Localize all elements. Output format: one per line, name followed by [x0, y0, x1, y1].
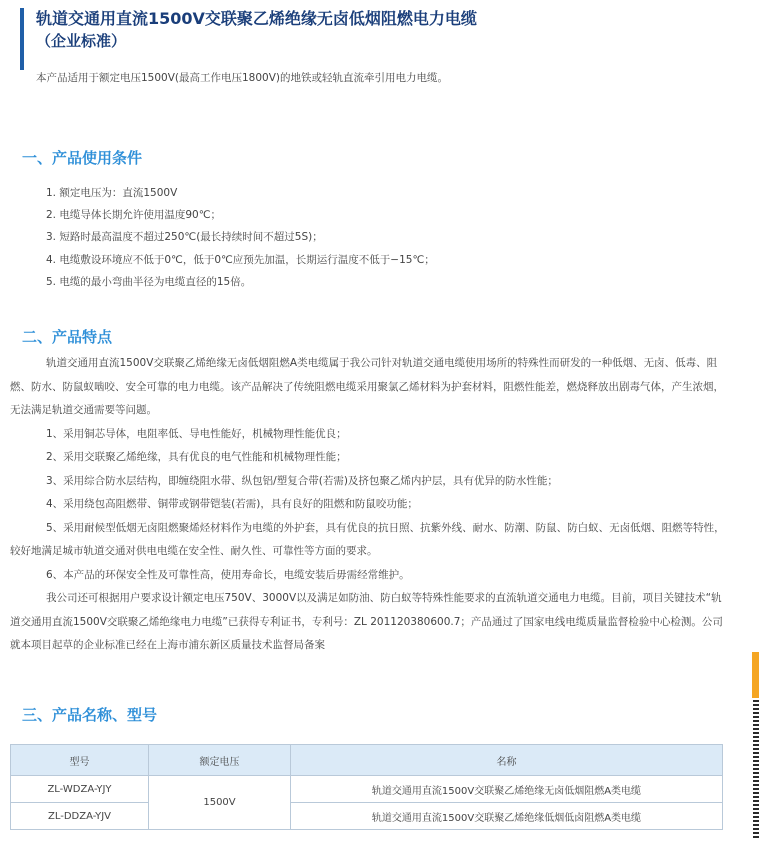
edge-scroll-strip	[753, 700, 759, 840]
page-subtitle: （企业标准）	[36, 32, 127, 50]
cell-model: ZL-WDZA-YJY	[11, 776, 149, 803]
list-item: 3. 短路时最高温度不超过250℃(最长持续时间不超过5S)；	[46, 231, 323, 244]
features-intro: 轨道交通用直流1500V交联聚乙烯绝缘无卤低烟阻燃A类电缆属于我公司针对轨道交通电缆使用场所的特殊性而研发的一种低烟、无卤、低毒、阻燃、防水、防鼠蚁啮咬、安全可靠的电力电缆。该产品解决了传统阻燃电缆采用聚氯乙烯材料为护套材料，阻燃性能差，燃烧释放出剧毒气体，产生浓烟，无法满足轨道交通需要等问题。	[10, 357, 724, 416]
intro-text: 本产品适用于额定电压1500V(最高工作电压1800V)的地铁或轻轨直流牵引用电力电缆。	[36, 72, 449, 84]
model-table	[10, 744, 723, 830]
column-header-voltage: 额定电压	[149, 745, 291, 776]
list-item: 5. 电缆的最小弯曲半径为电缆直径的15倍。	[46, 275, 252, 288]
list-item: 4、采用绕包高阻燃带、铜带或钢带铠装(若需)，具有良好的阻燃和防鼠咬功能；	[46, 498, 418, 510]
section-heading-features: 二、产品特点	[22, 328, 113, 346]
list-item: 3、采用综合防水层结构，即缠绕阻水带、纵包铝/塑复合带(若需)及挤包聚乙烯内护层，具有优异的防水性能；	[46, 474, 558, 487]
features-body	[10, 352, 728, 658]
table-header-row	[11, 745, 723, 776]
cell-name: 轨道交通用直流1500V交联聚乙烯绝缘无卤低烟阻燃A类电缆	[291, 776, 723, 803]
list-item: 2、采用交联聚乙烯绝缘，具有优良的电气性能和机械物理性能；	[46, 451, 347, 463]
section-heading-models: 三、产品名称、型号	[22, 706, 158, 724]
table-row	[11, 776, 723, 803]
column-header-model: 型号	[11, 745, 149, 776]
cell-name: 轨道交通用直流1500V交联聚乙烯绝缘低烟低卤阻燃A类电缆	[291, 803, 723, 830]
conditions-list	[46, 184, 726, 295]
cell-voltage: 1500V	[149, 776, 291, 830]
list-item: 5、采用耐候型低烟无卤阻燃聚烯烃材料作为电缆的外护套，具有优良的抗日照、抗紫外线、耐水、防潮、防鼠、防白蚁、无卤低烟、阻燃等特性，较好地满足城市轨道交通对供电电缆在安全性、耐久性、可靠性等方面的要求。	[10, 521, 725, 557]
list-item: 1. 额定电压为：直流1500V	[46, 187, 178, 199]
list-item: 6、本产品的环保安全性及可靠性高，使用寿命长，电缆安装后毋需经常维护。	[46, 568, 410, 581]
list-item: 2. 电缆导体长期允许使用温度90℃；	[46, 209, 222, 222]
edge-accent-tab	[752, 652, 759, 698]
section-heading-conditions: 一、产品使用条件	[22, 149, 143, 167]
features-closing: 我公司还可根据用户要求设计额定电压750V、3000V以及满足如防油、防白蚁等特殊性能要求的直流轨道交通电力电缆。目前，项目关键技术“轨道交通用直流1500V交联聚乙烯绝缘电力电缆”已获得专利证书，专利号：ZL 201120380600.7；产品通过了国家电线电缆质量监督检验中心检测。公司就本项目起草的企业标准已经在上海市浦东新区质量技术监督局备案	[10, 592, 723, 651]
page-title: 轨道交通用直流1500V交联聚乙烯绝缘无卤低烟阻燃电力电缆	[36, 9, 477, 28]
cell-model: ZL-DDZA-YJV	[11, 803, 149, 830]
column-header-name: 名称	[291, 745, 723, 776]
title-accent-bar	[20, 8, 24, 70]
table-row	[11, 803, 723, 830]
list-item: 4. 电缆敷设环境应不低于0℃，低于0℃应预先加温，长期运行温度不低于−15℃；	[46, 253, 435, 266]
list-item: 1、采用铜芯导体，电阻率低、导电性能好，机械物理性能优良；	[46, 427, 347, 440]
